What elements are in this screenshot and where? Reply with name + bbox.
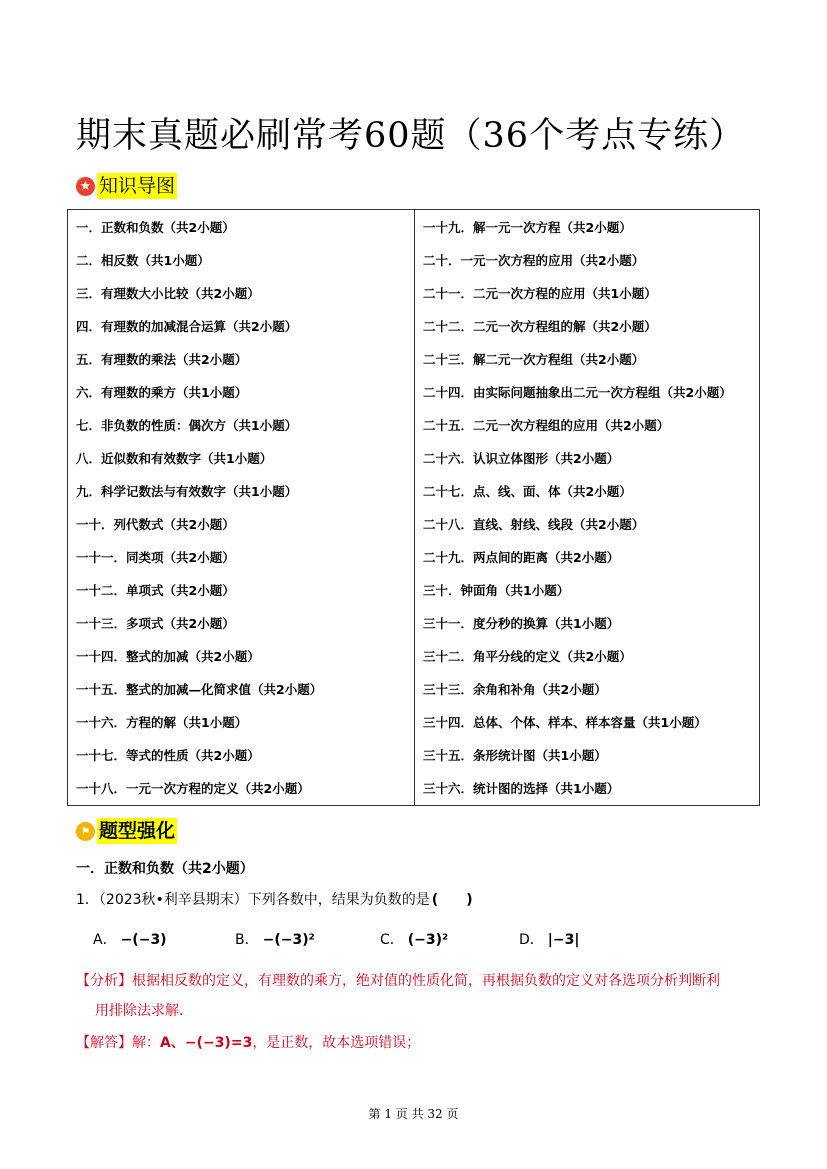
- toc-item-right: 二十六．认识立体图形（共2小题）: [415, 441, 760, 474]
- table-row: [68, 408, 760, 441]
- option-letter: A．: [93, 932, 117, 948]
- analysis-line-2: 用排除法求解．: [95, 1003, 193, 1019]
- toc-item-right: 三十二．角平分线的定义（共2小题）: [415, 640, 760, 673]
- toc-item-right: 一十九．解一元一次方程（共2小题）: [415, 210, 760, 244]
- option-expr: |−3|: [547, 932, 580, 948]
- toc-item-left: 一十．列代数式（共2小题）: [68, 507, 415, 540]
- table-row: [68, 342, 760, 375]
- answer-paren: ( ): [431, 892, 473, 908]
- toc-item-right: 三十一．度分秒的换算（共1小题）: [415, 607, 760, 640]
- answer-text: ，是正数，故本选项错误；: [252, 1035, 421, 1051]
- option-c: [380, 929, 448, 949]
- toc-item-left: 七．非负数的性质：偶次方（共1小题）: [68, 408, 415, 441]
- toc-item-right: 二十七．点、线、面、体（共2小题）: [415, 474, 760, 507]
- analysis-tag: 【分析】: [76, 973, 132, 989]
- toc-item-left: 一十四．整式的加减（共2小题）: [68, 640, 415, 673]
- table-row: [68, 474, 760, 507]
- option-expr: (−3)²: [407, 932, 449, 948]
- toc-item-left: 一．正数和负数（共2小题）: [68, 210, 415, 244]
- table-row: [68, 441, 760, 474]
- table-row: [68, 507, 760, 540]
- toc-item-right: 三十三．余角和补角（共2小题）: [415, 673, 760, 706]
- toc-item-right: 二十八．直线、射线、线段（共2小题）: [415, 507, 760, 540]
- toc-item-left: 一十八．一元一次方程的定义（共2小题）: [68, 772, 415, 806]
- table-row: [68, 739, 760, 772]
- toc-item-left: 一十三．多项式（共2小题）: [68, 607, 415, 640]
- toc-item-left: 九．科学记数法与有效数字（共1小题）: [68, 474, 415, 507]
- table-row: [68, 772, 760, 806]
- analysis-line-1: 根据相反数的定义，有理数的乘方，绝对值的性质化简，再根据负数的定义对各选项分析判断利: [132, 973, 720, 989]
- toc-item-right: 三十五．条形统计图（共1小题）: [415, 739, 760, 772]
- table-row: [68, 673, 760, 706]
- toc-item-left: 一十一．同类项（共2小题）: [68, 540, 415, 573]
- toc-item-right: 三十．钟面角（共1小题）: [415, 574, 760, 607]
- section-label: 题型强化: [99, 820, 176, 842]
- table-row: [68, 309, 760, 342]
- option-expr: −(−3): [120, 932, 167, 948]
- flag-icon: ⚑: [76, 822, 95, 841]
- toc-item-left: 五．有理数的乘法（共2小题）: [68, 342, 415, 375]
- toc-item-left: 六．有理数的乘方（共1小题）: [68, 375, 415, 408]
- table-row: [68, 640, 760, 673]
- table-row: [68, 276, 760, 309]
- section-practice: [76, 818, 177, 844]
- toc-item-left: 八．近似数和有效数字（共1小题）: [68, 441, 415, 474]
- option-b: [235, 929, 315, 949]
- toc-item-left: 一十五．整式的加减—化简求值（共2小题）: [68, 673, 415, 706]
- table-row: [68, 574, 760, 607]
- toc-item-left: 一十六．方程的解（共1小题）: [68, 706, 415, 739]
- section-label: 知识导图: [99, 175, 176, 197]
- answer-block: [76, 1032, 420, 1052]
- option-letter: C．: [380, 932, 404, 948]
- question-stem: [76, 889, 473, 909]
- answer-prefix: 解：: [132, 1035, 160, 1051]
- analysis-block: [76, 966, 766, 1026]
- table-row: [68, 607, 760, 640]
- option-letter: D．: [519, 932, 544, 948]
- toc-item-right: 二十．一元一次方程的应用（共2小题）: [415, 243, 760, 276]
- table-row: [68, 210, 760, 244]
- option-a: [93, 929, 167, 949]
- toc-item-right: 二十九．两点间的距离（共2小题）: [415, 540, 760, 573]
- page-title: 期末真题必刷常考60题（36个考点专练）: [76, 116, 746, 156]
- star-icon: ★: [76, 177, 95, 196]
- toc-item-right: 三十六．统计图的选择（共1小题）: [415, 772, 760, 806]
- section-knowledge-map: [76, 173, 177, 199]
- toc-item-left: 四．有理数的加减混合运算（共2小题）: [68, 309, 415, 342]
- toc-item-left: 二．相反数（共1小题）: [68, 243, 415, 276]
- toc-item-left: 一十二．单项式（共2小题）: [68, 574, 415, 607]
- question-text: 1．（2023秋•利辛县期末）下列各数中，结果为负数的是: [76, 892, 430, 908]
- table-row: [68, 540, 760, 573]
- toc-item-right: 二十五．二元一次方程组的应用（共2小题）: [415, 408, 760, 441]
- toc-item-right: 二十二．二元一次方程组的解（共2小题）: [415, 309, 760, 342]
- toc-item-left: 一十七．等式的性质（共2小题）: [68, 739, 415, 772]
- subheading: 一．正数和负数（共2小题）: [76, 861, 254, 877]
- page-footer: 第 1 页 共 32 页: [368, 1107, 459, 1121]
- table-row: [68, 706, 760, 739]
- answer-math: A、−(−3)=3: [160, 1035, 253, 1051]
- option-letter: B．: [235, 932, 259, 948]
- table-row: [68, 243, 760, 276]
- table-row: [68, 375, 760, 408]
- toc-item-right: 二十四．由实际问题抽象出二元一次方程组（共2小题）: [415, 375, 760, 408]
- toc-item-right: 三十四．总体、个体、样本、样本容量（共1小题）: [415, 706, 760, 739]
- option-expr: −(−3)²: [262, 932, 315, 948]
- toc-item-right: 二十三．解二元一次方程组（共2小题）: [415, 342, 760, 375]
- answer-tag: 【解答】: [76, 1035, 132, 1051]
- option-d: [519, 929, 579, 949]
- knowledge-table: [67, 209, 760, 806]
- toc-item-left: 三．有理数大小比较（共2小题）: [68, 276, 415, 309]
- toc-item-right: 二十一．二元一次方程的应用（共1小题）: [415, 276, 760, 309]
